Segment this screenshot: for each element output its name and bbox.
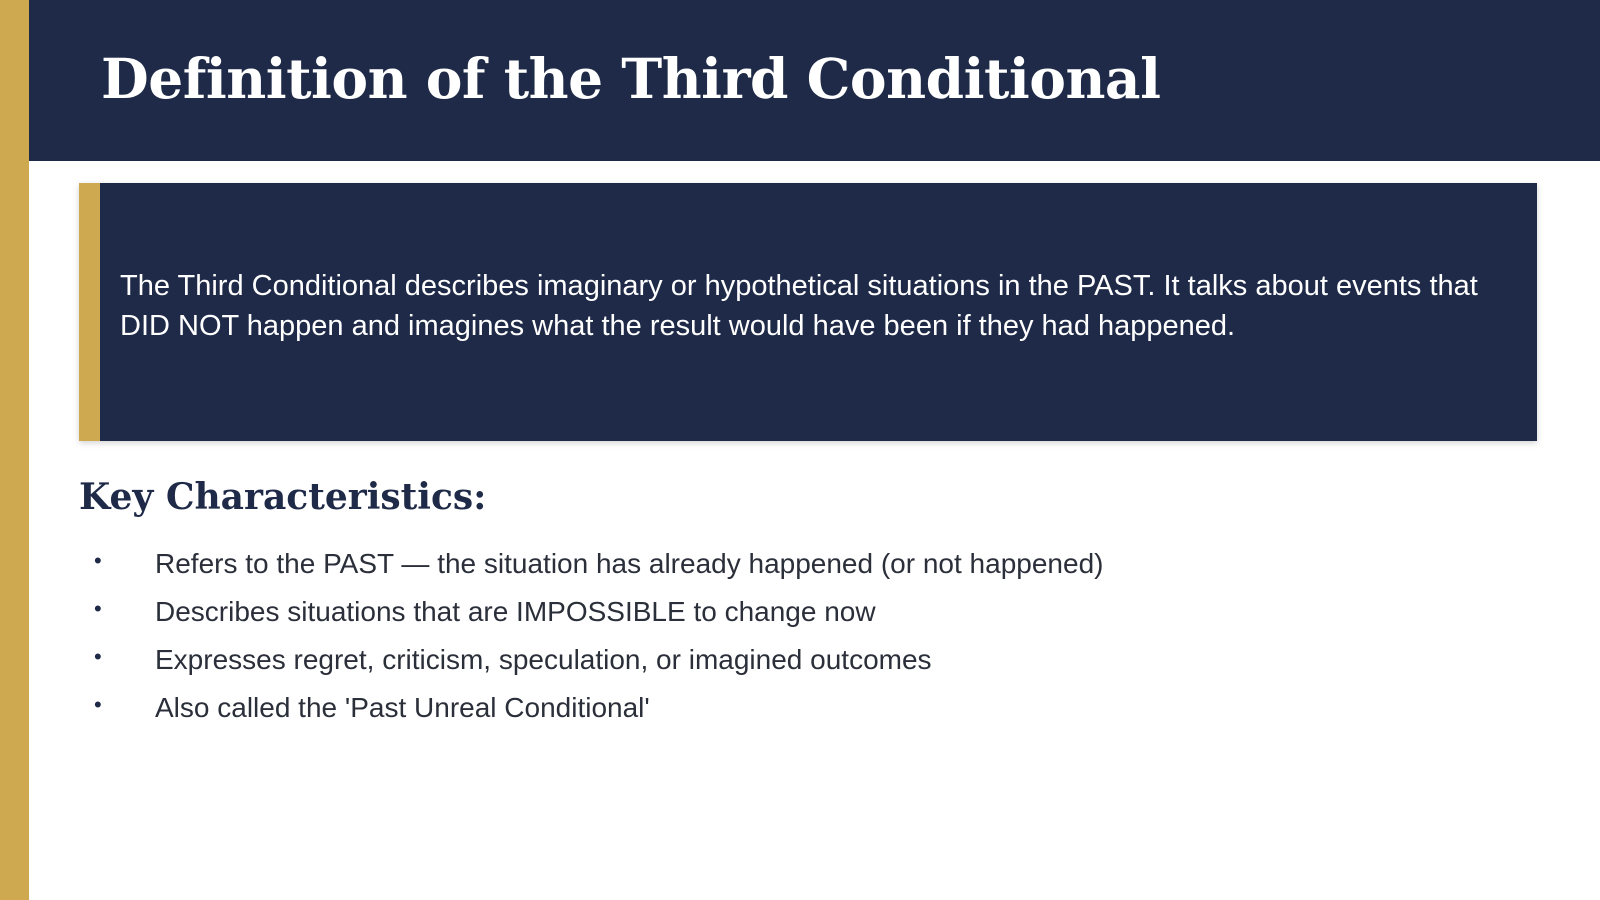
definition-box bbox=[79, 183, 1537, 441]
definition-text: The Third Conditional describes imaginary or hypothetical situations in the PAST. It talks about events that DID NOT happen and imagines what the result would have been if they had happened. bbox=[120, 270, 1478, 342]
bullet-icon: • bbox=[94, 596, 102, 621]
title-bar bbox=[29, 0, 1600, 161]
bullet-icon: • bbox=[94, 548, 102, 573]
list-item-text: Expresses regret, criticism, speculation, or imagined outcomes bbox=[155, 644, 932, 675]
list-item-text: Also called the 'Past Unreal Conditional' bbox=[155, 692, 650, 723]
list-item-text: Describes situations that are IMPOSSIBLE to change now bbox=[155, 596, 876, 627]
bullet-icon: • bbox=[94, 692, 102, 717]
bullet-icon: • bbox=[94, 644, 102, 669]
slide-title: Definition of the Third Conditional bbox=[101, 46, 1161, 111]
list-item-text: Refers to the PAST — the situation has already happened (or not happened) bbox=[155, 548, 1104, 579]
left-accent-rail bbox=[0, 0, 29, 900]
definition-accent-bar bbox=[79, 183, 100, 441]
key-characteristics-heading: Key Characteristics: bbox=[79, 476, 487, 518]
